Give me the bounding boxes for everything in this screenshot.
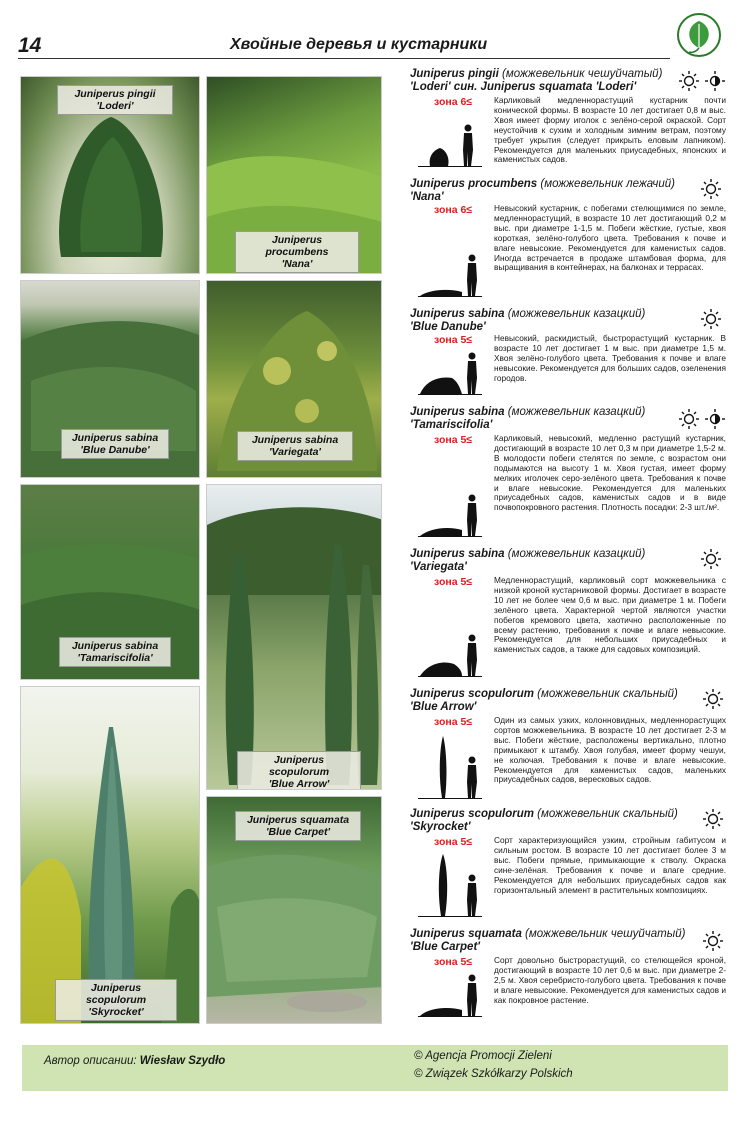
photo-caption-line1: Juniperus procumbens — [265, 234, 329, 258]
entry-title: Juniperus sabina (можжевельник казацкий) 'Tamariscifolia' — [410, 406, 646, 431]
zone-label: зона 5≤ — [434, 956, 473, 968]
zone-label: зона 5≤ — [434, 576, 473, 588]
sun-icon — [678, 70, 700, 92]
photo-juniperus-sabina-variegata — [206, 280, 382, 478]
entry-scopulorum-blue-arrow — [410, 688, 728, 806]
page-number: 14 — [18, 34, 42, 57]
photo-juniperus-sabina-tamariscifolia — [20, 484, 200, 680]
sun-icon — [702, 808, 724, 830]
entry-squamata-blue-carpet — [410, 928, 728, 1028]
copyright-association: © Związek Szkółkarzy Polskich — [414, 1068, 573, 1080]
entry-description: Медленнорастущий, карликовый сорт можжевельника с низкой кроной кустарниковой формы. Достигает в возрасте 10 лет не более чем 0,6 м выс. при диаметре 1 м. Побеги зелёного цвета. Характерной чертой являются участки побегов кремового цвета, хаотично расположенные по всему растению, требования к почве и влаге невысокие. Рекомендуется для небольших приусадебных и каменистых садов, а также для садовых композиций. — [494, 575, 726, 655]
entry-sabina-tamariscifolia — [410, 406, 728, 544]
photo-caption-line2: 'Blue Arrow' — [268, 778, 330, 790]
zone-label: зона 5≤ — [434, 716, 473, 728]
photo-caption-line2: 'Skyrocket' — [88, 1006, 144, 1018]
photo-caption-line1: Juniperus pingii — [74, 88, 156, 100]
photo-caption-line1: Juniperus sabina — [71, 640, 159, 652]
entry-description: Невысокий кустарник, с побегами стелющимися по земле, медленнорастущий, в возрасте 10 лет достигающий 0,2 м выс. при диаметре 1-1,5 м. Побеги жёсткие, густые, хвоя короткая, зелёно-голубого цвета. Требования к почве и влаге невысокие. Рекомендуется для каменистых садов. Иногда встречается в продаже штамбовая форма, для выращивания в контейнерах, на балконах и террасах. — [494, 203, 726, 273]
header-rule — [18, 58, 670, 59]
half-shade-icon — [704, 408, 726, 430]
entry-title: Juniperus sabina (можжевельник казацкий) 'Variegata' — [410, 548, 646, 573]
plant-height-silhouette-icon — [418, 972, 482, 1018]
entry-sabina-variegata — [410, 548, 728, 684]
zone-label: зона 6≤ — [434, 96, 473, 108]
sun-icon — [702, 930, 724, 952]
photo-caption-line1: Juniperus sabina — [251, 434, 339, 446]
zone-label: зона 6≤ — [434, 204, 473, 216]
sun-icon — [678, 408, 700, 430]
plant-height-silhouette-icon — [418, 852, 482, 918]
photo-juniperus-procumbens-nana — [206, 76, 382, 274]
photo-juniperus-sabina-blue-danube — [20, 280, 200, 478]
entry-pingii-loderi — [410, 68, 728, 180]
half-shade-icon — [704, 70, 726, 92]
entry-title: Juniperus scopulorum (можжевельник скальный) 'Blue Arrow' — [410, 688, 678, 713]
photo-caption-line2: 'Blue Danube' — [80, 444, 150, 456]
entry-description: Сорт довольно быстрорастущий, со стелющейся кроной, достигающий в возрасте 10 лет 0,6 м выс. при диаметре 2-2,5 м. Хвоя серебристо-голубого цвета. Требования к почве и влаге невысокие. Рекомендуется для каменистых садов и как покровное растение. — [494, 955, 726, 1005]
entry-title: Juniperus squamata (можжевельник чешуйчатый) 'Blue Carpet' — [410, 928, 686, 953]
photo-caption-line2: 'Tamariscifolia' — [77, 652, 153, 664]
plant-height-silhouette-icon — [418, 252, 482, 298]
plant-height-silhouette-icon — [418, 632, 482, 678]
entry-description: Один из самых узких, колонновидных, медленнорастущих сортов можжевельника. В возрасте 10 лет достигает 2-3 м выс. Побеги жёсткие, расположены вертикально, плотно примыкают к штамбу. Хвоя голубая, имеет форму чешуи, не колючая. Требования к почве и влаге невысокие. Рекомендуется для каменистых садов, маленьких приусадебных садов, вересковых садов. — [494, 715, 726, 785]
photo-caption-line1: Juniperus squamata — [246, 814, 350, 826]
plant-height-silhouette-icon — [418, 492, 482, 538]
sun-icon — [700, 548, 722, 570]
entry-sabina-blue-danube — [410, 308, 728, 404]
sun-icon — [700, 178, 722, 200]
copyright-agency: © Agencja Promocji Zieleni — [414, 1050, 552, 1062]
photo-juniperus-scopulorum-skyrocket — [20, 686, 200, 1024]
leaf-logo-icon — [676, 12, 722, 58]
photo-caption-line2: 'Nana' — [281, 258, 313, 270]
entry-title: Juniperus procumbens (можжевельник лежачий) 'Nana' — [410, 178, 675, 203]
photo-juniperus-scopulorum-blue-arrow — [206, 484, 382, 790]
photo-caption-line1: Juniperus scopulorum — [85, 982, 147, 1006]
photo-caption-line2: 'Blue Carpet' — [266, 826, 330, 838]
author-credit: Автор описании: Wiesław Szydło — [44, 1055, 226, 1067]
footer-credits — [22, 1045, 728, 1091]
entry-description: Карликовый медленнорастущий кустарник почти конической формы. В возрасте 10 лет достигает 0,8 м выс. Хвоя имеет форму иголок с зелёно-серой окраской. Сорт неустойчив к сухим и холодным зимним ветрам, поэтому требует укрытия (следует прикрыть еловым лапником). Рекомендуется для маленьких приусадебных, японских и каменистых садов. — [494, 95, 726, 165]
photo-juniperus-pingii-loderi — [20, 76, 200, 274]
entry-description: Невысокий, раскидистый, быстрорастущий кустарник. В возрасте 10 лет достигает 1 м выс. при диаметре 1,5 м. Хвоя зелёно-голубого цвета. Требования к почве и влаге невысокие. Рекомендуется для больших садов, озеленения городов. — [494, 333, 726, 383]
photo-caption-line2: 'Loderi' — [96, 100, 134, 112]
entry-title: Juniperus pingii (можжевельник чешуйчатый) 'Loderi' син. Juniperus squamata 'Loderi' — [410, 68, 663, 93]
zone-label: зона 5≤ — [434, 836, 473, 848]
entry-procumbens-nana — [410, 178, 728, 304]
entry-scopulorum-skyrocket — [410, 808, 728, 924]
photo-caption-line1: Juniperus sabina — [71, 432, 159, 444]
plant-height-silhouette-icon — [418, 734, 482, 800]
page-title: Хвойные деревья и кустарники — [230, 36, 488, 53]
photo-juniperus-squamata-blue-carpet — [206, 796, 382, 1024]
entry-title: Juniperus scopulorum (можжевельник скальный) 'Skyrocket' — [410, 808, 678, 833]
entry-description: Сорт характеризующийся узким, стройным габитусом и сильным ростом. В возрасте 10 лет достигает более 3 м выс. Побеги прямые, примыкающие к стволу. Окраска сине-зелёная. Требования к почве и влаге средние. Рекомендуется для небольших приусадебных садов как горизонтальный элемент в растительных композициях. — [494, 835, 726, 895]
sun-icon — [700, 308, 722, 330]
zone-label: зона 5≤ — [434, 334, 473, 346]
entry-title: Juniperus sabina (можжевельник казацкий) 'Blue Danube' — [410, 308, 646, 333]
entry-description: Карликовый, невысокий, медленно растущий кустарник, достигающий в возрасте 10 лет 0,3 м при диаметре 1,5-2 м. В молодости побеги стелятся по земле, с возрастом они подымаются на высоту 1 м. Хвоя густая, имеет форму мелких иголочек серо-зелёного цвета. Требования к почве и влаге невысокие. Рекомендуется для маленьких приусадебных садов, каменистых садов и в виде почвопокровного растения. Плотность посадки: 2-3 шт./м². — [494, 433, 726, 513]
plant-height-silhouette-icon — [418, 122, 482, 168]
sun-icon — [702, 688, 724, 710]
zone-label: зона 5≤ — [434, 434, 473, 446]
photo-caption-line2: 'Variegata' — [269, 446, 321, 458]
plant-height-silhouette-icon — [418, 350, 482, 396]
photo-caption-line1: Juniperus scopulorum — [268, 754, 330, 778]
